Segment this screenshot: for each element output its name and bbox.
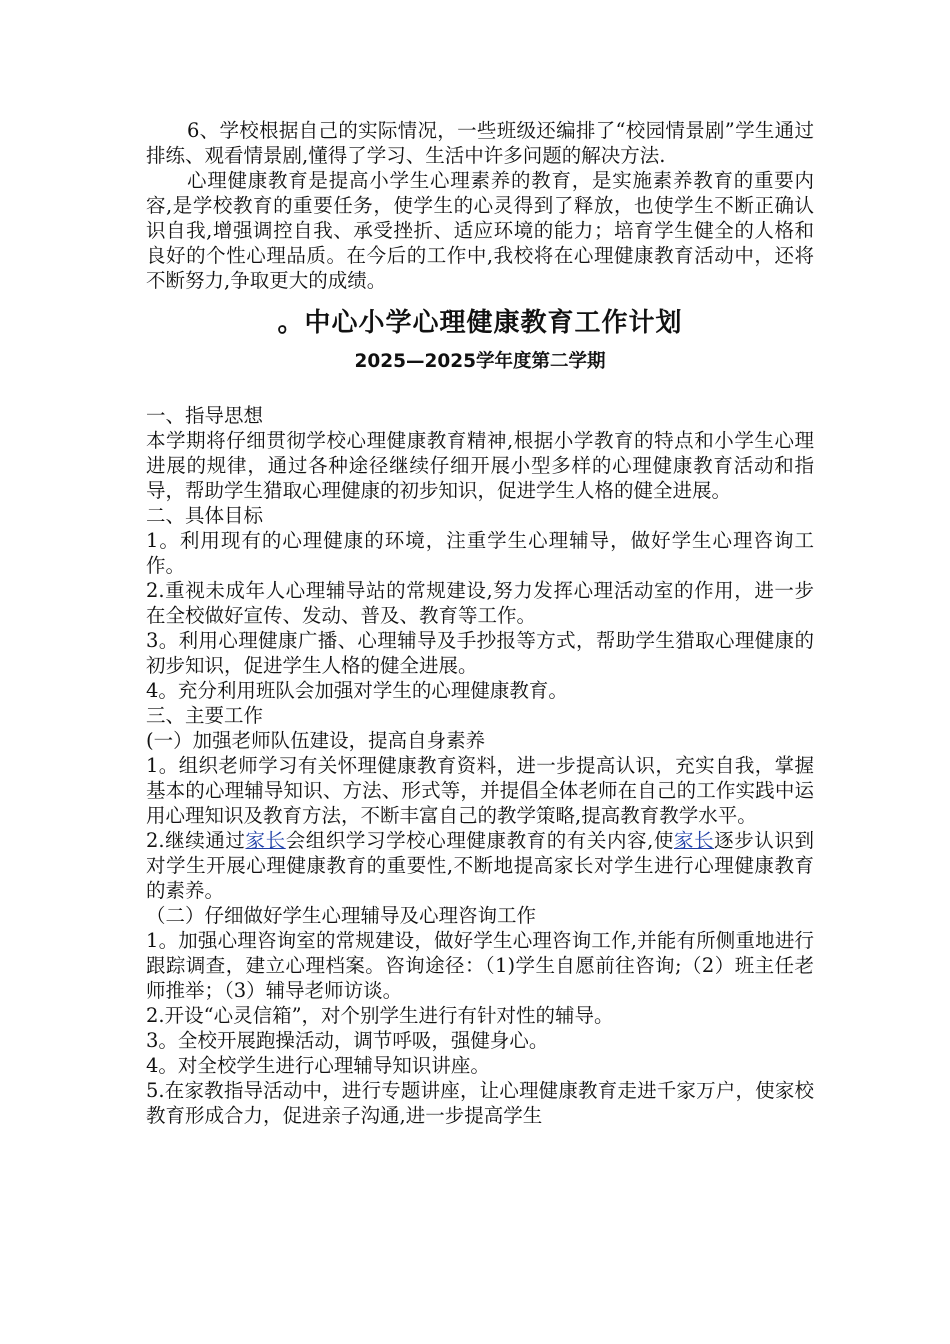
section-3-subheading-1: (一）加强老师队伍建设，提高自身素养: [146, 729, 486, 752]
document-title: 。中心小学心理健康教育工作计划: [277, 308, 683, 338]
section-3-heading: 三、主要工作: [146, 704, 264, 727]
intro-paragraph-1: 6、学校根据自己的实际情况，一些班级还编排了“校园情景剧”学生通过排练、观看情景剧,懂得了学习、生活中许多问题的解决方法.: [146, 119, 814, 167]
section-3-2-item-1: 1。加强心理咨询室的常规建设，做好学生心理咨询工作,并能有所侧重地进行跟踪调查，建立心理档案。咨询途径：（1)学生自愿前往咨询;（2）班主任老师推举；（3）辅导老师访谈。: [146, 929, 814, 1002]
document-page: [146, 118, 814, 1128]
item-text: 2.继续通过: [146, 829, 246, 852]
section-3-1-item-2: [146, 828, 814, 903]
section-3-1-item-1: 1。组织老师学习有关怀理健康教育资料，进一步提高认识，充实自我，掌握基本的心理辅导知识、方法、形式等，并提倡全体老师在自己的工作实践中运用心理知识及教育方法，不断丰富自己的教学策略,提高教育教学水平。: [146, 754, 814, 827]
section-2-item-1: 1。利用现有的心理健康的环境，注重学生心理辅导，做好学生心理咨询工作。: [146, 529, 814, 577]
section-3-subheading-2: （二）仔细做好学生心理辅导及心理咨询工作: [146, 904, 537, 927]
section-2-heading: 二、具体目标: [146, 504, 264, 527]
parents-link[interactable]: 家长: [674, 829, 715, 852]
section-2-item-2: 2.重视未成年人心理辅导站的常规建设,努力发挥心理活动室的作用，进一步在全校做好宣传、发动、普及、教育等工作。: [146, 579, 814, 627]
section-3-2-item-2: 2.开设“心灵信箱”，对个别学生进行有针对性的辅导。: [146, 1004, 614, 1027]
section-2-item-4: 4。充分利用班队会加强对学生的心理健康教育。: [146, 679, 568, 702]
section-3-2-item-4: 4。对全校学生进行心理辅导知识讲座。: [146, 1054, 490, 1077]
item-text: 会组织学习学校心理健康教育的有关内容,使: [285, 829, 674, 852]
section-1-heading: 一、指导思想: [146, 404, 264, 427]
section-3-2-item-5: 5.在家教指导活动中，进行专题讲座，让心理健康教育走进千家万户，使家校教育形成合力，促进亲子沟通,进一步提高学生: [146, 1079, 814, 1127]
intro-paragraph-2: 心理健康教育是提高小学生心理素养的教育，是实施素养教育的重要内容,是学校教育的重要任务，使学生的心灵得到了释放，也使学生不断正确认识自我,增强调控自我、承受挫折、适应环境的能力；培育学生健全的人格和良好的个性心理品质。在今后的工作中,我校将在心理健康教育活动中，还将不断努力,争取更大的成绩。: [146, 169, 814, 292]
document-subtitle: 2025—2025学年度第二学期: [354, 351, 606, 372]
item-text: 逐步认识到对学生开展心理健康教育的重要性,不断地提高家长对学生进行心理健康教育的素养。: [146, 829, 814, 902]
section-2-item-3: 3。利用心理健康广播、心理辅导及手抄报等方式，帮助学生猎取心理健康的初步知识，促进学生人格的健全进展。: [146, 629, 814, 677]
section-3-2-item-3: 3。全校开展跑操活动，调节呼吸，强健身心。: [146, 1029, 549, 1052]
section-1-body: 本学期将仔细贯彻学校心理健康教育精神,根据小学教育的特点和小学生心理进展的规律，通过各种途径继续仔细开展小型多样的心理健康教育活动和指导，帮助学生猎取心理健康的初步知识，促进学生人格的健全进展。: [146, 429, 814, 502]
parents-link[interactable]: 家长: [245, 829, 286, 852]
